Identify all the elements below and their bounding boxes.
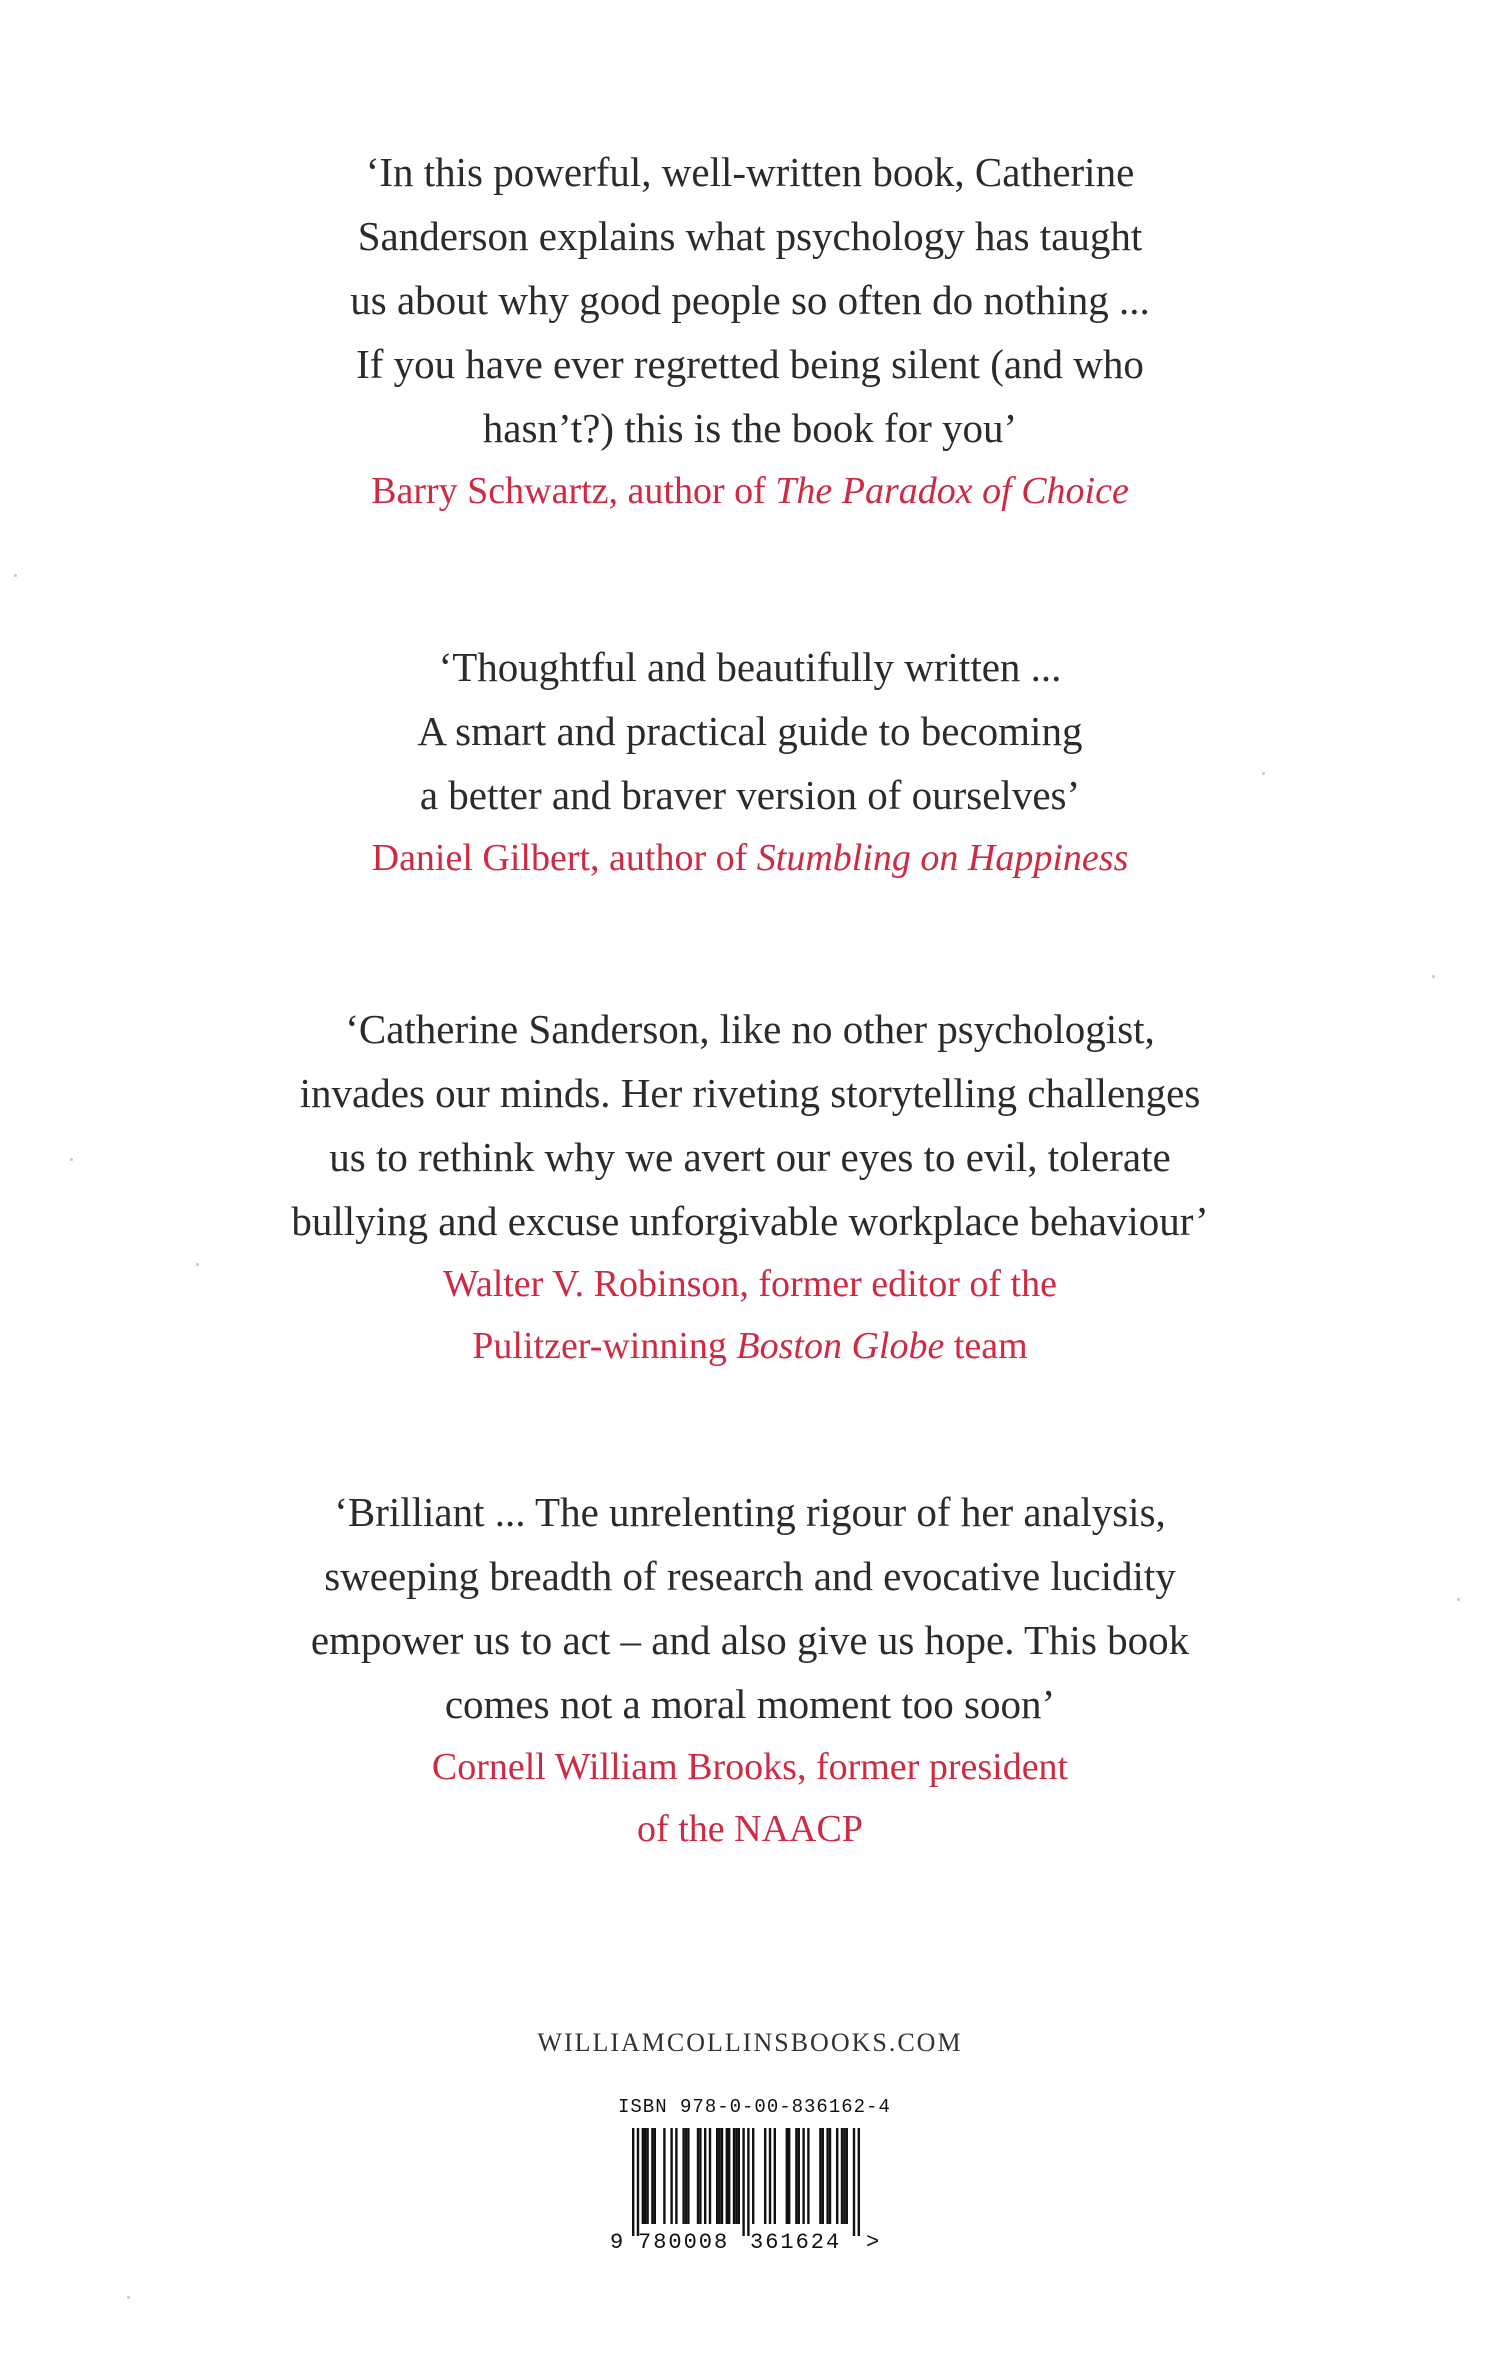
barcode-bar <box>632 2128 634 2236</box>
barcode-bar <box>769 2128 771 2224</box>
paper-speck <box>196 1263 199 1266</box>
barcode-bar <box>670 2128 672 2224</box>
attribution-book-title: The Paradox of Choice <box>775 470 1129 512</box>
barcode-bar <box>682 2128 684 2224</box>
barcode-bar <box>646 2128 648 2224</box>
barcode-bar <box>752 2128 754 2224</box>
quote-line: comes not a moral moment too soon’ <box>444 1681 1056 1727</box>
barcode-bar <box>726 2128 728 2224</box>
barcode-bar <box>846 2128 848 2224</box>
barcode-bar <box>637 2128 639 2236</box>
barcode-bar <box>795 2128 797 2224</box>
barcode-bar <box>728 2128 730 2224</box>
isbn-label: ISBN 978-0-00-836162-4 <box>618 2096 891 2118</box>
barcode-bar <box>718 2128 720 2224</box>
paper-speck <box>1432 975 1435 978</box>
barcode-bar <box>807 2128 809 2224</box>
barcode-bar <box>802 2128 804 2224</box>
barcode-bar <box>716 2128 718 2224</box>
barcode-bar <box>786 2128 788 2224</box>
barcode-bar <box>843 2128 845 2224</box>
quote-line: us to rethink why we avert our eyes to evil, tolerate <box>329 1134 1171 1180</box>
quote-line: A smart and practical guide to becoming <box>417 708 1083 754</box>
barcode-bar <box>735 2128 737 2224</box>
attribution-text: Pulitzer-winning <box>472 1325 737 1367</box>
paper-speck <box>1262 772 1265 775</box>
attribution-text: Cornell William Brooks, former president <box>431 1746 1069 1788</box>
attribution <box>150 1736 1350 1798</box>
barcode-bar <box>742 2128 744 2236</box>
attribution-publication: Boston Globe <box>736 1325 945 1367</box>
barcode-bar <box>747 2128 749 2236</box>
barcode-bar <box>774 2128 776 2224</box>
barcode-bar <box>663 2128 665 2224</box>
barcode-bar <box>651 2128 653 2224</box>
quote-line: invades our minds. Her riveting storytelling challenges <box>299 1070 1201 1116</box>
barcode-bar <box>697 2128 699 2224</box>
barcode-bar <box>704 2128 706 2224</box>
barcode-bar <box>685 2128 687 2224</box>
blurb-gilbert <box>150 635 1350 889</box>
barcode-bar <box>826 2128 828 2224</box>
barcode-quiet-zone-mark: > <box>866 2230 880 2254</box>
barcode-bar <box>798 2128 800 2224</box>
attribution-text: of the NAACP <box>637 1808 863 1850</box>
attribution-text: Walter V. Robinson, former editor of the <box>443 1263 1057 1305</box>
barcode-bar <box>699 2128 701 2224</box>
paper-speck <box>1457 1598 1460 1601</box>
quote-line: ‘Thoughtful and beautifully written ... <box>438 644 1062 690</box>
publisher-website[interactable]: WILLIAMCOLLINSBOOKS.COM <box>537 2028 963 2057</box>
quote-line: If you have ever regretted being silent (and who <box>356 341 1144 387</box>
attribution-text: team <box>944 1325 1028 1367</box>
quote-line: ‘In this powerful, well-written book, Catherine <box>365 149 1135 195</box>
attribution-book-title: Stumbling on Happiness <box>756 837 1129 879</box>
barcode-bar <box>644 2128 646 2224</box>
barcode-left-digits: 780008 <box>638 2230 730 2254</box>
barcode-bar <box>858 2128 860 2236</box>
paper-speck <box>127 2296 130 2299</box>
attribution <box>150 1798 1350 1860</box>
barcode-bar <box>853 2128 855 2236</box>
barcode-bar <box>654 2128 656 2224</box>
barcode-bar <box>687 2128 689 2224</box>
attribution-text: Daniel Gilbert, author of <box>371 837 757 879</box>
barcode-graphic <box>608 2124 908 2254</box>
paper-speck <box>14 574 17 577</box>
blurb-schwartz <box>150 140 1350 522</box>
quote-line: bullying and excuse unforgivable workplace behaviour’ <box>291 1198 1209 1244</box>
barcode-lead-digit: 9 <box>610 2230 624 2254</box>
barcode-right-digits: 361624 <box>750 2230 842 2254</box>
quote-line: sweeping breadth of research and evocative lucidity <box>324 1553 1176 1599</box>
barcode-bar <box>819 2128 821 2224</box>
blurb-robinson <box>150 997 1350 1377</box>
barcode-bar <box>829 2128 831 2224</box>
quote-line: Sanderson explains what psychology has taught <box>357 213 1143 259</box>
barcode-bar <box>675 2128 677 2224</box>
barcode-bar <box>738 2128 740 2224</box>
quote-line: ‘Brilliant ... The unrelenting rigour of her analysis, <box>334 1489 1166 1535</box>
barcode-bar <box>764 2128 766 2224</box>
quote-line: a better and braver version of ourselves’ <box>419 772 1081 818</box>
attribution <box>150 1253 1350 1315</box>
barcode-bar <box>721 2128 723 2224</box>
quote-line: empower us to act – and also give us hope. This book <box>310 1617 1190 1663</box>
barcode-bar <box>841 2128 843 2224</box>
barcode-bar <box>788 2128 790 2224</box>
barcode-bar <box>836 2128 838 2224</box>
attribution <box>150 460 1350 522</box>
barcode <box>608 2124 908 2254</box>
barcode-bar <box>642 2128 644 2224</box>
quote-line: us about why good people so often do nothing ... <box>350 277 1150 323</box>
attribution <box>150 1315 1350 1377</box>
quote-line: ‘Catherine Sanderson, like no other psychologist, <box>345 1006 1155 1052</box>
paper-speck <box>70 1158 73 1161</box>
barcode-bar <box>733 2128 735 2224</box>
attribution-text: Barry Schwartz, author of <box>371 470 776 512</box>
blurb-brooks <box>150 1480 1350 1860</box>
attribution <box>150 827 1350 889</box>
barcode-bar <box>709 2128 711 2224</box>
barcode-bar <box>822 2128 824 2224</box>
quote-line: hasn’t?) this is the book for you’ <box>482 405 1018 451</box>
